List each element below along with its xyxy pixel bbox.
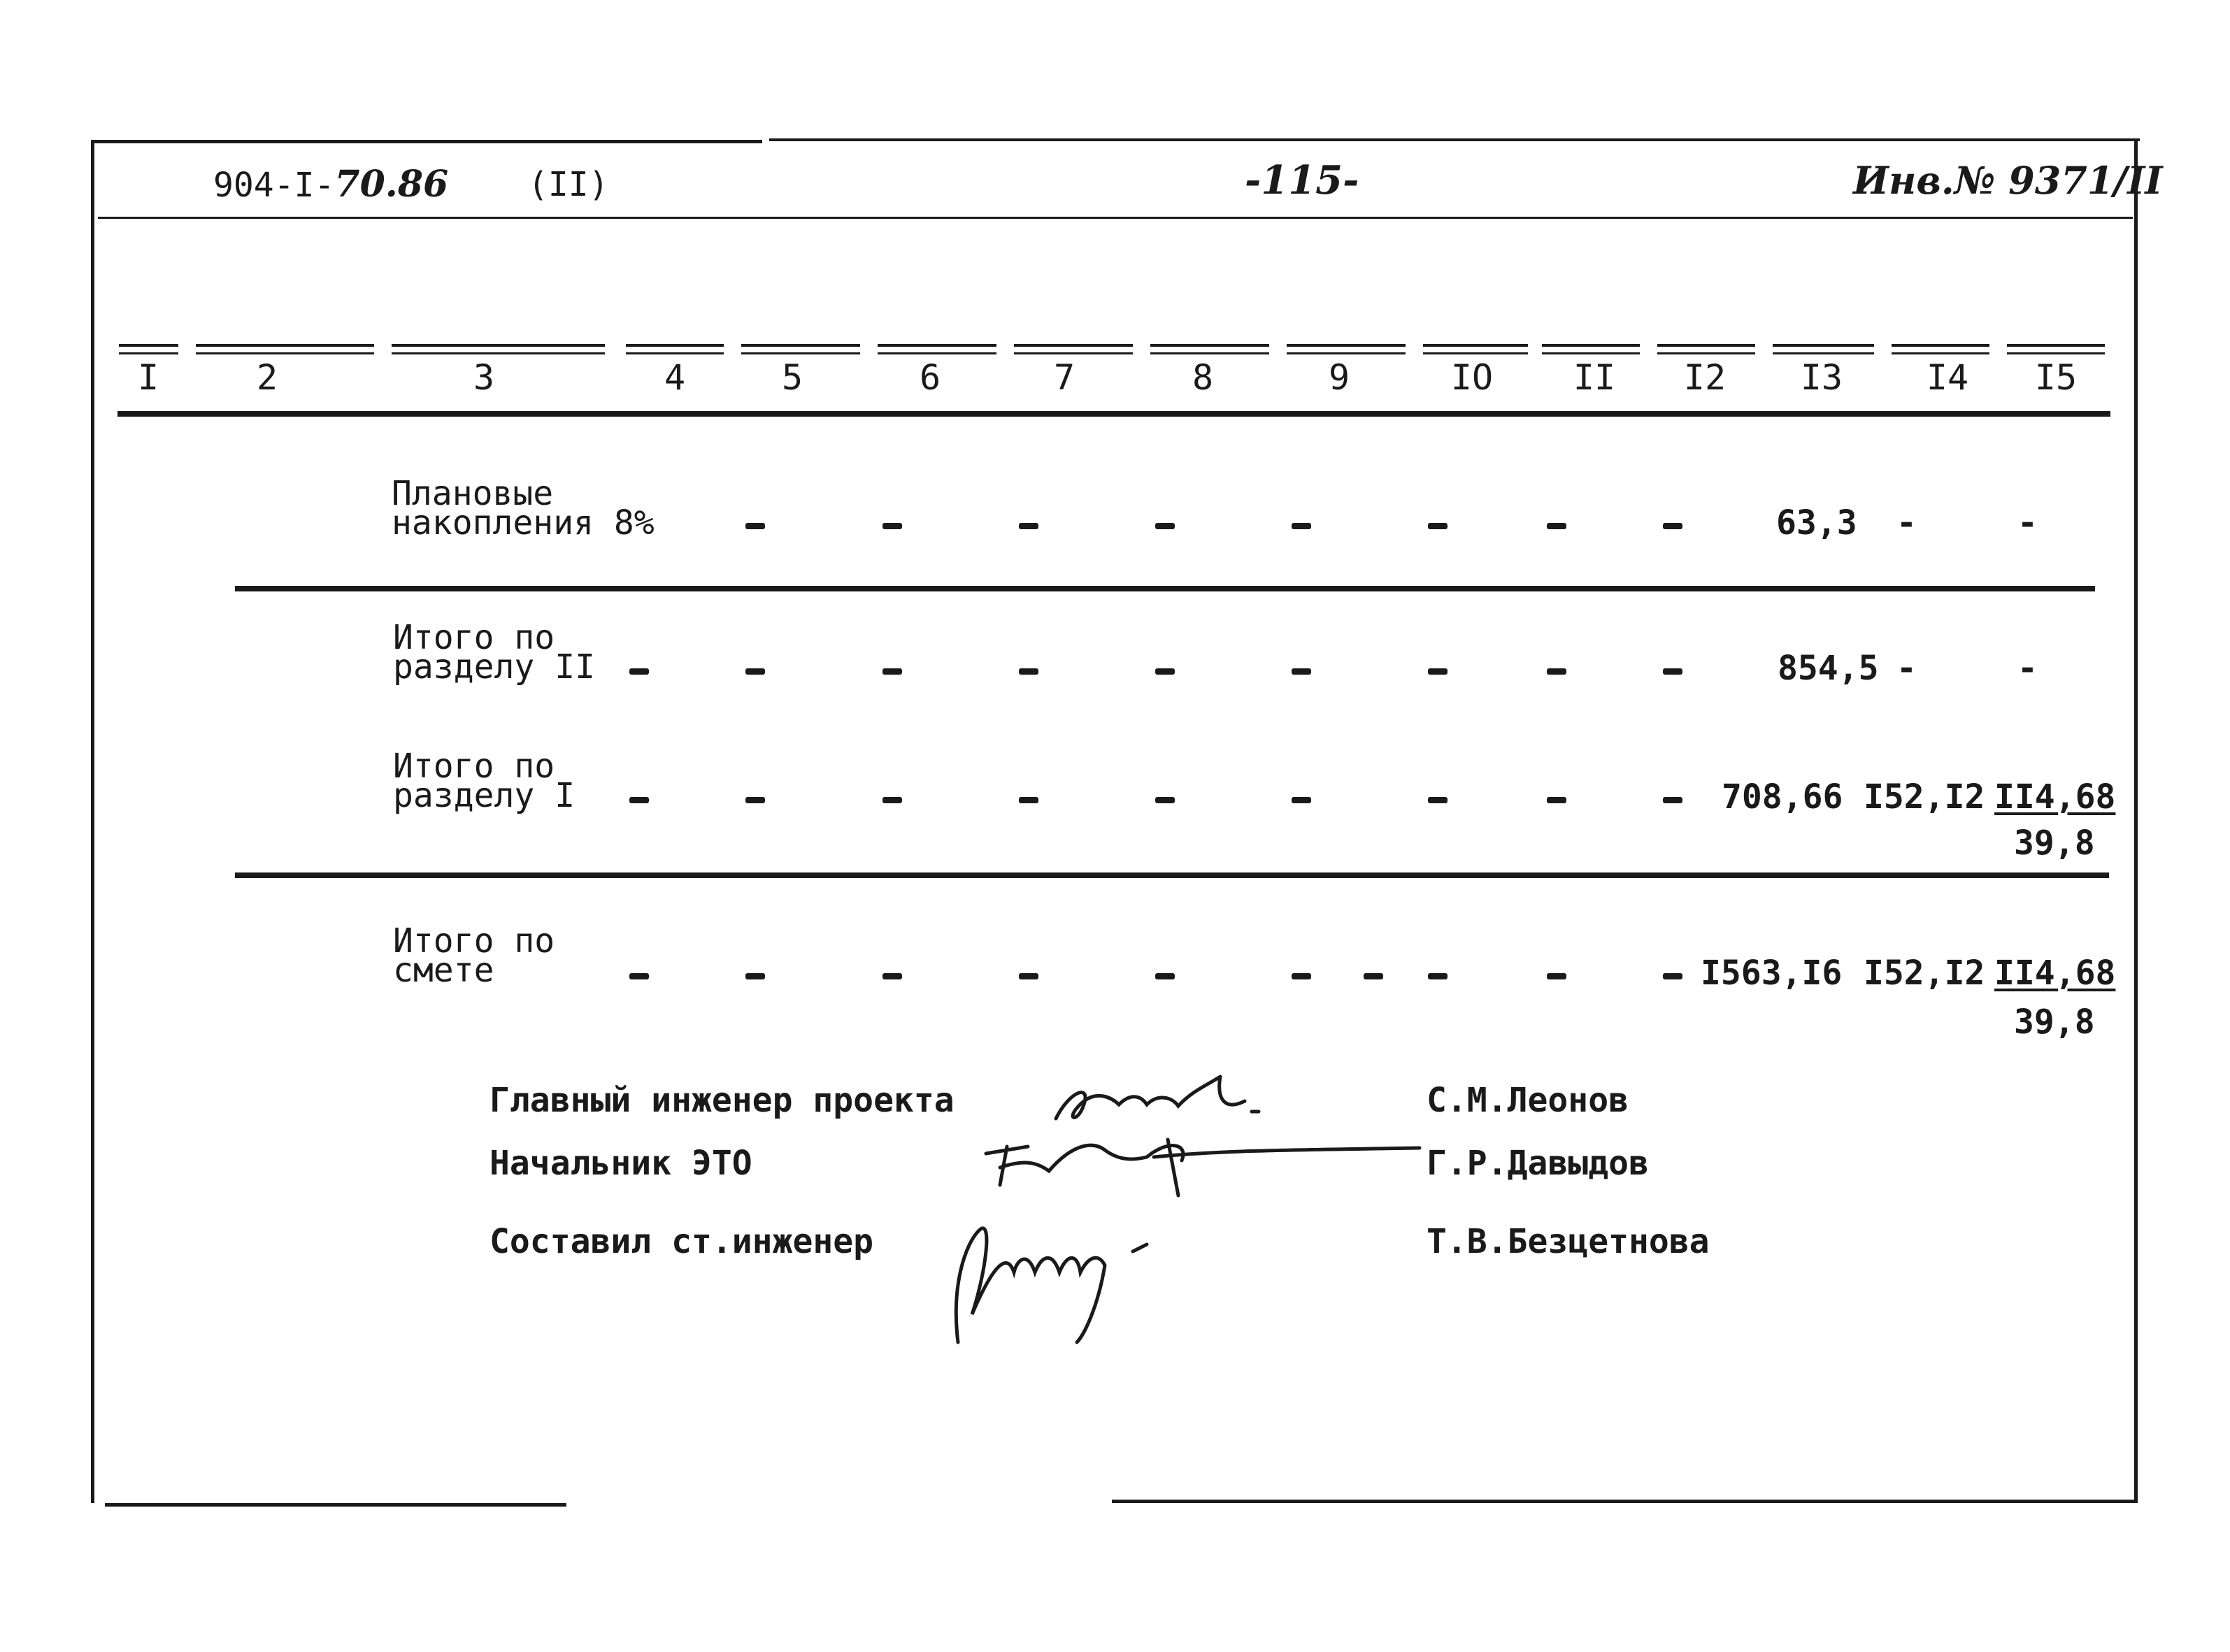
cell-col13: 708,66	[1722, 777, 1843, 817]
column-number: I	[137, 357, 159, 398]
row-label-line2: смете	[393, 951, 494, 990]
inventory-number: Инв.№ 9371/II	[1853, 158, 2163, 203]
column-number: I3	[1800, 357, 1843, 398]
cell-dash	[745, 668, 765, 675]
cell-dash	[629, 973, 649, 979]
signer-role: Начальник ЭТО	[489, 1144, 752, 1183]
cell-dash	[1547, 973, 1566, 979]
frame-top-right	[769, 138, 2140, 141]
row-label-line1: Итого по	[393, 618, 555, 657]
column-number: 9	[1328, 357, 1350, 398]
column-header-bottom-rule	[117, 411, 2110, 417]
cell-dash	[1292, 973, 1311, 979]
cell-col14: I52,I2	[1864, 954, 1985, 993]
frame-top-left	[91, 140, 762, 143]
cell-col13: 63,3	[1776, 503, 1857, 543]
cell-dash	[1019, 523, 1038, 529]
column-number: 4	[664, 357, 686, 398]
cell-col14: -	[1896, 649, 1917, 688]
cell-dash	[882, 973, 902, 979]
cell-dash	[745, 523, 765, 529]
header-rule	[98, 217, 2133, 219]
cell-dash	[1428, 797, 1448, 803]
cell-col13: I563,I6	[1701, 954, 1843, 993]
column-number: 2	[256, 357, 278, 398]
cell-col14: -	[1896, 503, 1917, 543]
row-separator	[235, 586, 2095, 591]
frame-bottom-right	[1112, 1500, 2136, 1503]
cell-dash	[1155, 668, 1175, 675]
cell-dash	[745, 973, 765, 979]
cell-col15: II4,68	[1994, 777, 2116, 817]
cell-dash	[882, 523, 902, 529]
cell-dash	[629, 797, 649, 803]
cell-dash	[1019, 973, 1038, 979]
cell-dash	[745, 797, 765, 803]
signer-role: Составил ст.инженер	[489, 1222, 874, 1261]
cell-dash	[1547, 797, 1566, 803]
page-number: -115-	[1245, 157, 1359, 203]
cell-dash	[1547, 523, 1566, 529]
signature-eto-head	[979, 1119, 1427, 1202]
cell-dash	[1547, 668, 1566, 675]
cell-dash	[1663, 668, 1682, 675]
doc-code-handwritten: 70.86	[334, 163, 449, 206]
row-label-line2: разделу I	[393, 776, 576, 815]
cell-dash	[1155, 523, 1175, 529]
column-number: II	[1573, 357, 1616, 398]
column-number: 5	[781, 357, 803, 398]
cell-dash	[1663, 973, 1682, 979]
cell-dash	[1428, 973, 1448, 979]
row-label-line2: разделу II	[393, 647, 595, 687]
doc-part: (II)	[528, 165, 609, 204]
cell-dash	[882, 668, 902, 675]
cell-dash	[1292, 523, 1311, 529]
cell-dash	[1155, 797, 1175, 803]
cell-col14: I52,I2	[1864, 777, 1985, 817]
cell-dash	[1019, 797, 1038, 803]
cell-col15-sub: 39,8	[2014, 1003, 2095, 1042]
signer-role: Главный инженер проекта	[489, 1081, 955, 1120]
cell-dash	[629, 668, 649, 675]
cell-dash	[1663, 523, 1682, 529]
cell-dash	[1019, 668, 1038, 675]
column-number: 3	[473, 357, 495, 398]
column-number: 6	[919, 357, 941, 398]
signer-name: Г.Р.Давыдов	[1427, 1144, 1649, 1183]
doc-code	[213, 165, 448, 205]
column-number: I5	[2034, 357, 2078, 398]
cell-col15-sub: 39,8	[2014, 824, 2095, 863]
row-label-line2: накопления 8%	[392, 503, 655, 543]
cell-dash	[1428, 668, 1448, 675]
cell-dash	[1364, 973, 1383, 979]
cell-dash	[1663, 797, 1682, 803]
signer-name: Т.В.Безцетнова	[1427, 1222, 1710, 1261]
row-label-line1: Итого по	[393, 921, 555, 961]
frame-right	[2134, 140, 2138, 1503]
cell-col13: 854,5	[1778, 649, 1879, 688]
cell-dash	[882, 797, 902, 803]
cell-dash	[1292, 668, 1311, 675]
cell-col15: -	[2017, 503, 2038, 543]
column-number: I4	[1926, 357, 1969, 398]
cell-dash	[1428, 523, 1448, 529]
row-separator	[235, 872, 2109, 878]
column-number: IO	[1450, 357, 1494, 398]
row-label-line1: Плановые	[392, 474, 554, 513]
doc-code-printed: 904-I-	[213, 166, 335, 205]
column-number: I2	[1683, 357, 1727, 398]
signer-name: С.М.Леонов	[1427, 1081, 1629, 1120]
cell-dash	[1292, 797, 1311, 803]
frame-bottom-left	[105, 1503, 566, 1507]
signature-compiler	[937, 1202, 1175, 1356]
row-label-line1: Итого по	[393, 747, 555, 786]
cell-col15: II4,68	[1994, 954, 2116, 993]
cell-dash	[1155, 973, 1175, 979]
column-number: 8	[1192, 357, 1214, 398]
frame-left	[91, 140, 94, 1503]
cell-col15: -	[2017, 649, 2038, 688]
column-number: 7	[1053, 357, 1075, 398]
